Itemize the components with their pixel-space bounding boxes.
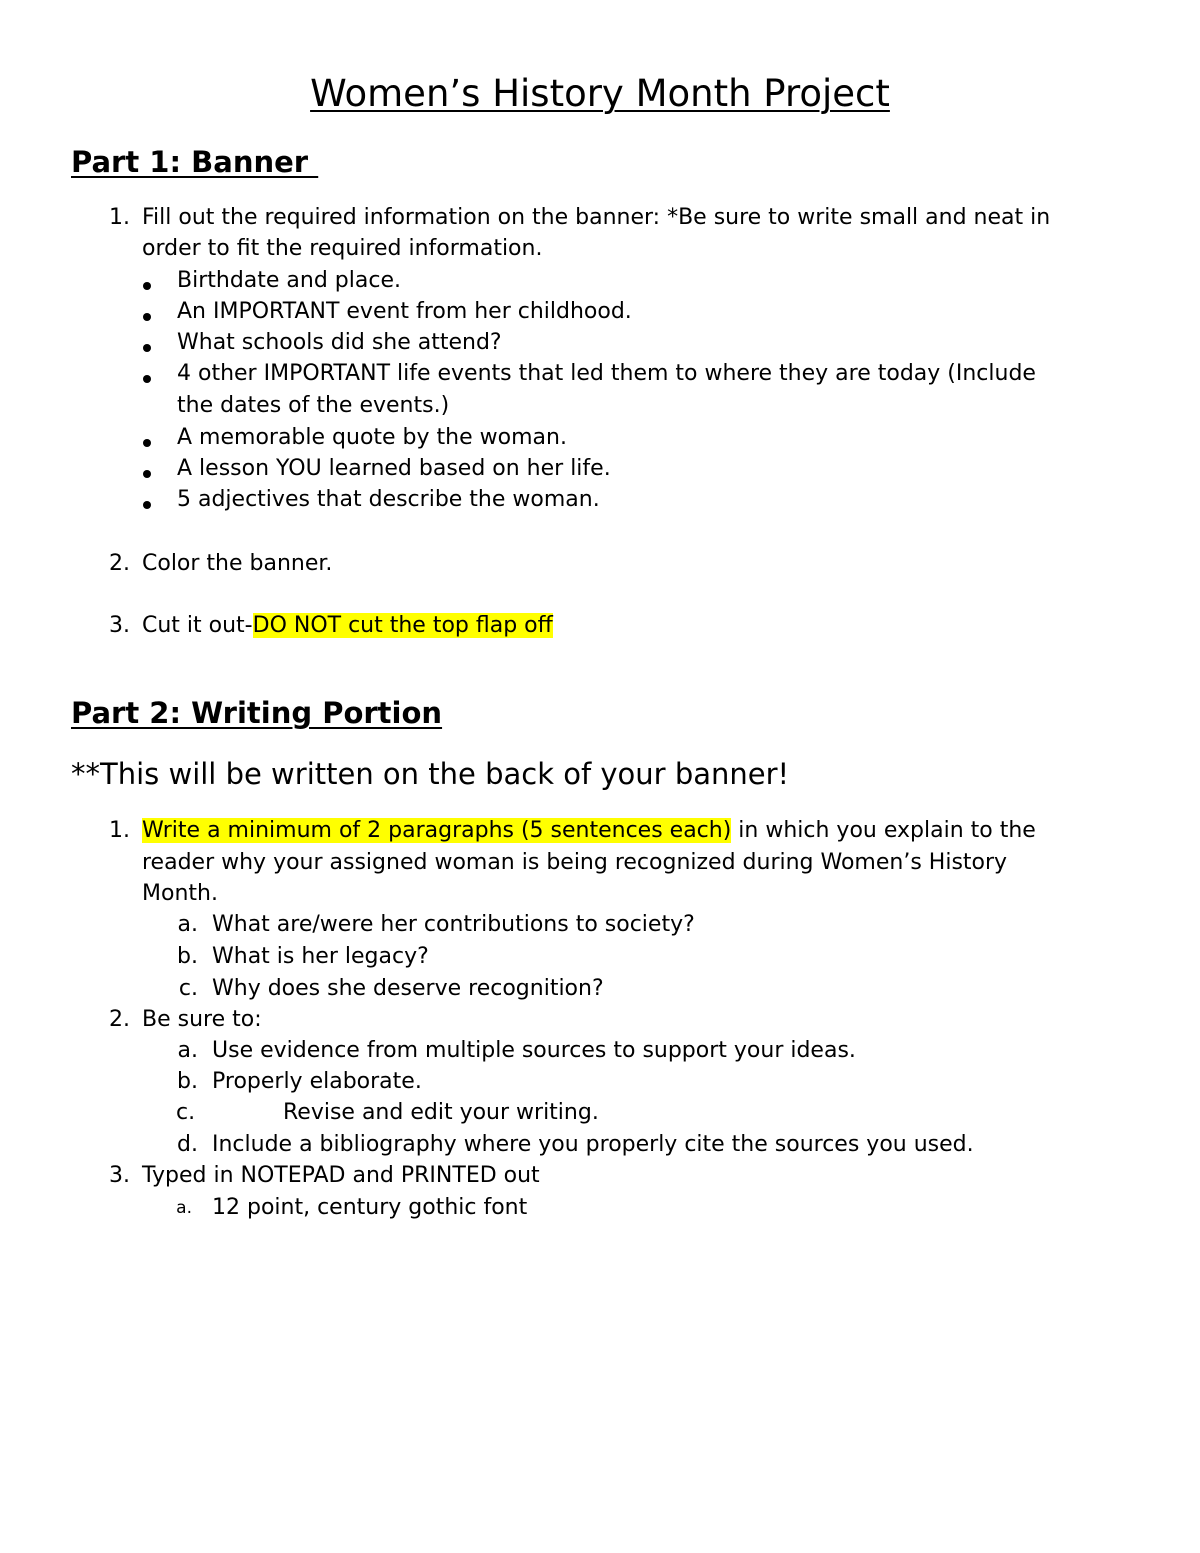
sub-item-text: Properly elaborate.	[212, 1069, 422, 1094]
sub-letter: b.	[177, 944, 198, 969]
bullet-icon	[143, 282, 151, 290]
bullet-icon	[143, 313, 151, 321]
part1-heading: Part 1: Banner	[71, 145, 319, 179]
list-number: 2.	[109, 551, 130, 576]
list-number: 3.	[109, 613, 130, 638]
list-number: 1.	[109, 818, 130, 843]
requirement-rest: in which you explain to the	[731, 818, 1036, 843]
list-item-text: Color the banner.	[142, 551, 333, 576]
list-item-text: Month.	[142, 881, 218, 906]
bullet-item: Birthdate and place.	[177, 268, 401, 293]
sub-letter: a.	[176, 1198, 192, 1218]
bullet-icon	[143, 470, 151, 478]
sub-letter: c.	[178, 976, 198, 1001]
sub-item-text: 12 point, century gothic font	[212, 1195, 528, 1220]
part2-heading: Part 2: Writing Portion	[71, 696, 443, 730]
highlighted-requirement: Write a minimum of 2 paragraphs (5 sentences each)	[142, 818, 732, 843]
list-number: 1.	[109, 205, 130, 230]
bullet-icon	[143, 375, 151, 383]
cut-instruction: Cut it out-	[142, 613, 253, 638]
bullet-icon	[143, 501, 151, 509]
sub-item-text: Revise and edit your writing.	[283, 1100, 599, 1125]
sub-item-text: Use evidence from multiple sources to support your ideas.	[212, 1038, 856, 1063]
list-item-text: Typed in NOTEPAD and PRINTED out	[142, 1163, 540, 1188]
bullet-icon	[143, 344, 151, 352]
list-item-text: Be sure to:	[142, 1007, 262, 1032]
sub-letter: a.	[177, 912, 198, 937]
list-item-text: reader why your assigned woman is being recognized during Women’s History	[142, 850, 1008, 875]
sub-letter: c.	[176, 1100, 196, 1125]
bullet-item: What schools did she attend?	[177, 330, 502, 355]
sub-letter: a.	[177, 1038, 198, 1063]
list-item-text: Fill out the required information on the banner: *Be sure to write small and neat in	[142, 205, 1051, 230]
list-item-text: order to fit the required information.	[142, 236, 543, 261]
list-item-text	[142, 612, 553, 640]
bullet-item: A memorable quote by the woman.	[177, 425, 567, 450]
bullet-icon	[143, 439, 151, 447]
sub-letter: d.	[177, 1132, 198, 1157]
page-title: Women’s History Month Project	[310, 72, 890, 115]
bullet-item: An IMPORTANT event from her childhood.	[177, 299, 632, 324]
sub-letter: b.	[177, 1069, 198, 1094]
sub-item-text: What is her legacy?	[212, 944, 429, 969]
list-number: 3.	[109, 1163, 130, 1188]
list-number: 2.	[109, 1007, 130, 1032]
list-item-text	[142, 817, 1036, 845]
bullet-item: A lesson YOU learned based on her life.	[177, 456, 611, 481]
bullet-item: 4 other IMPORTANT life events that led them to where they are today (Include	[177, 361, 1036, 386]
bullet-item-continued: the dates of the events.)	[177, 393, 450, 418]
sub-item-text: Why does she deserve recognition?	[212, 976, 604, 1001]
sub-item-text: Include a bibliography where you properly cite the sources you used.	[212, 1132, 974, 1157]
back-of-banner-note: **This will be written on the back of your banner!	[71, 757, 790, 791]
sub-item-text: What are/were her contributions to society?	[212, 912, 695, 937]
bullet-item: 5 adjectives that describe the woman.	[177, 487, 600, 512]
highlighted-warning: DO NOT cut the top flap off	[252, 613, 553, 638]
